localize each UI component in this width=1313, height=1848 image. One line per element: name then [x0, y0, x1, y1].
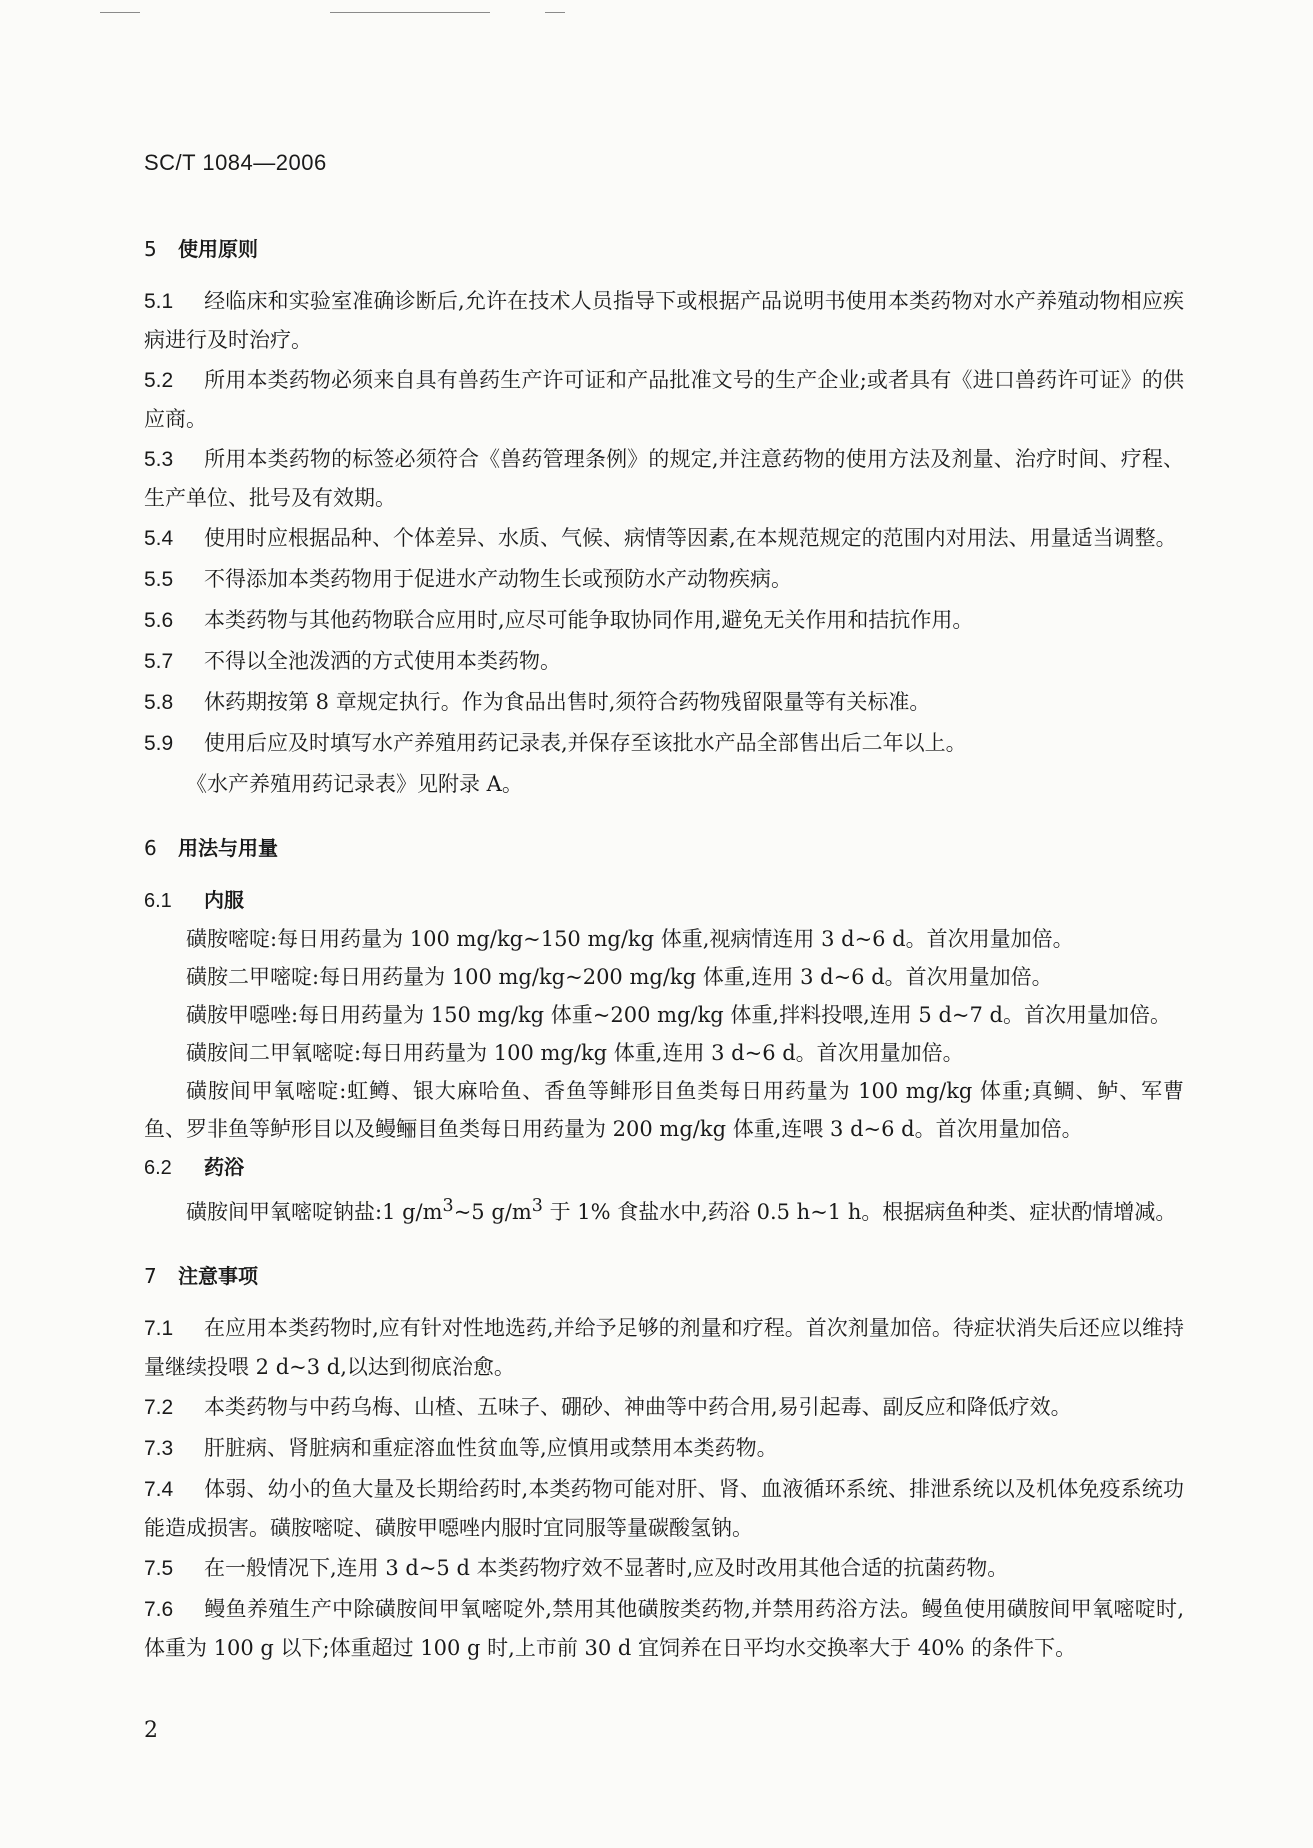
- clause: [144, 1470, 1184, 1547]
- clause-number: 7.4: [144, 1478, 174, 1501]
- scan-artifact: [545, 12, 565, 13]
- dosage-text: 于 1% 食盐水中,药浴 0.5 h~1 h。根据病鱼种类、症状酌情增减。: [542, 1200, 1177, 1224]
- clause-number: 5.3: [144, 448, 174, 471]
- document-code: SC/T 1084—2006: [144, 150, 327, 175]
- clause-text: 使用后应及时填写水产养殖用药记录表,并保存至该批水产品全部售出后二年以上。: [204, 731, 967, 755]
- clause-text: 不得以全池泼洒的方式使用本类药物。: [204, 649, 561, 673]
- section-heading: [144, 1257, 1184, 1295]
- clause-text: 体弱、幼小的鱼大量及长期给药时,本类药物可能对肝、肾、血液循环系统、排泄系统以及机体免疫系统功能造成损害。磺胺嘧啶、磺胺甲噁唑内服时宜同服等量碳酸氢钠。: [144, 1477, 1184, 1540]
- clause: [144, 1309, 1184, 1386]
- clause-number: 7.6: [144, 1598, 174, 1621]
- clause-text: 在应用本类药物时,应有针对性地选药,并给予足够的剂量和疗程。首次剂量加倍。待症状消失后还应以维持量继续投喂 2 d~3 d,以达到彻底治愈。: [144, 1316, 1184, 1379]
- clause: [144, 361, 1184, 438]
- clause-number: 7.3: [144, 1437, 174, 1460]
- dosage-text: ~5 g/m: [453, 1200, 532, 1224]
- subsection-number: 6.1: [144, 890, 172, 912]
- clause-number: 5.4: [144, 527, 174, 550]
- dosage-item: 磺胺甲噁唑:每日用药量为 150 mg/kg 体重~200 mg/kg 体重,拌料投喂,连用 5 d~7 d。首次用量加倍。: [186, 1003, 1171, 1027]
- page-body: [144, 230, 1184, 1669]
- clause-text: 肝脏病、肾脏病和重症溶血性贫血等,应慎用或禁用本类药物。: [204, 1436, 778, 1460]
- scan-artifact: [100, 12, 140, 13]
- clause: [144, 1549, 1184, 1588]
- subsection-heading: [144, 881, 1184, 920]
- clause: [144, 1429, 1184, 1468]
- clause-text: 休药期按第 8 章规定执行。作为食品出售时,须符合药物残留限量等有关标准。: [204, 690, 931, 714]
- subsection-heading: [144, 1148, 1184, 1187]
- clause-number: 5.2: [144, 369, 174, 392]
- clause-number: 5.6: [144, 609, 174, 632]
- clause-number: 5.7: [144, 650, 174, 673]
- section-number: 6: [144, 836, 157, 860]
- dosage-text: 磺胺间甲氧嘧啶钠盐:1 g/m: [186, 1200, 443, 1224]
- clause: [144, 724, 1184, 763]
- clause: [144, 642, 1184, 681]
- clause-text: 所用本类药物必须来自具有兽药生产许可证和产品批准文号的生产企业;或者具有《进口兽药许可证》的供应商。: [144, 368, 1184, 431]
- scan-artifact: [330, 12, 490, 13]
- subsection-title: 药浴: [204, 1155, 244, 1179]
- section-heading: [144, 230, 1184, 268]
- dosage-item: [144, 1187, 1184, 1231]
- dosage-item: 磺胺二甲嘧啶:每日用药量为 100 mg/kg~200 mg/kg 体重,连用 3 d~6 d。首次用量加倍。: [186, 965, 1053, 989]
- clause-note: 《水产养殖用药记录表》见附录 A。: [186, 772, 523, 796]
- clause-text: 本类药物与其他药物联合应用时,应尽可能争取协同作用,避免无关作用和拮抗作用。: [204, 608, 974, 632]
- section-heading: [144, 829, 1184, 867]
- clause: [144, 560, 1184, 599]
- clause: [144, 601, 1184, 640]
- section-title: 注意事项: [178, 1264, 258, 1288]
- clause-number: 5.9: [144, 732, 174, 755]
- clause: [144, 440, 1184, 517]
- superscript: 3: [442, 1196, 454, 1216]
- superscript: 3: [531, 1196, 543, 1216]
- section-number: 5: [144, 237, 157, 261]
- dosage-item: 磺胺间二甲氧嘧啶:每日用药量为 100 mg/kg 体重,连用 3 d~6 d。首次用量加倍。: [186, 1041, 964, 1065]
- clause-text: 所用本类药物的标签必须符合《兽药管理条例》的规定,并注意药物的使用方法及剂量、治疗时间、疗程、生产单位、批号及有效期。: [144, 447, 1184, 510]
- clause-text: 不得添加本类药物用于促进水产动物生长或预防水产动物疾病。: [204, 567, 792, 591]
- clause-number: 7.1: [144, 1317, 174, 1340]
- dosage-item: 磺胺嘧啶:每日用药量为 100 mg/kg~150 mg/kg 体重,视病情连用 3 d~6 d。首次用量加倍。: [186, 927, 1074, 951]
- clause-number: 5.8: [144, 691, 174, 714]
- clause-number: 7.5: [144, 1557, 174, 1580]
- section-title: 使用原则: [178, 237, 258, 261]
- page-number: 2: [144, 1718, 158, 1743]
- clause: [144, 1590, 1184, 1667]
- section-title: 用法与用量: [178, 836, 278, 860]
- clause: [144, 282, 1184, 359]
- section-number: 7: [144, 1264, 157, 1288]
- clause-text: 经临床和实验室准确诊断后,允许在技术人员指导下或根据产品说明书使用本类药物对水产养殖动物相应疾病进行及时治疗。: [144, 289, 1184, 352]
- clause-text: 使用时应根据品种、个体差异、水质、气候、病情等因素,在本规范规定的范围内对用法、用量适当调整。: [204, 526, 1177, 550]
- subsection-title: 内服: [204, 888, 244, 912]
- clause-number: 5.1: [144, 290, 174, 313]
- dosage-item: 磺胺间甲氧嘧啶:虹鳟、银大麻哈鱼、香鱼等鲱形目鱼类每日用药量为 100 mg/kg 体重;真鲷、鲈、军曹鱼、罗非鱼等鲈形目以及鳗鲡目鱼类每日用药量为 200 mg/kg 体重,连喂 3 d~6 d。首次用量加倍。: [144, 1079, 1184, 1141]
- clause-text: 鳗鱼养殖生产中除磺胺间甲氧嘧啶外,禁用其他磺胺类药物,并禁用药浴方法。鳗鱼使用磺胺间甲氧嘧啶时,体重为 100 g 以下;体重超过 100 g 时,上市前 30 d 宜饲养在日平均水交换率大于 40% 的条件下。: [144, 1597, 1184, 1660]
- clause-number: 7.2: [144, 1396, 174, 1419]
- clause: [144, 1388, 1184, 1427]
- clause: [144, 683, 1184, 722]
- clause-text: 在一般情况下,连用 3 d~5 d 本类药物疗效不显著时,应及时改用其他合适的抗菌药物。: [204, 1556, 1009, 1580]
- clause-number: 5.5: [144, 568, 174, 591]
- subsection-number: 6.2: [144, 1157, 172, 1179]
- clause-text: 本类药物与中药乌梅、山楂、五味子、硼砂、神曲等中药合用,易引起毒、副反应和降低疗效。: [204, 1395, 1072, 1419]
- clause: [144, 519, 1184, 558]
